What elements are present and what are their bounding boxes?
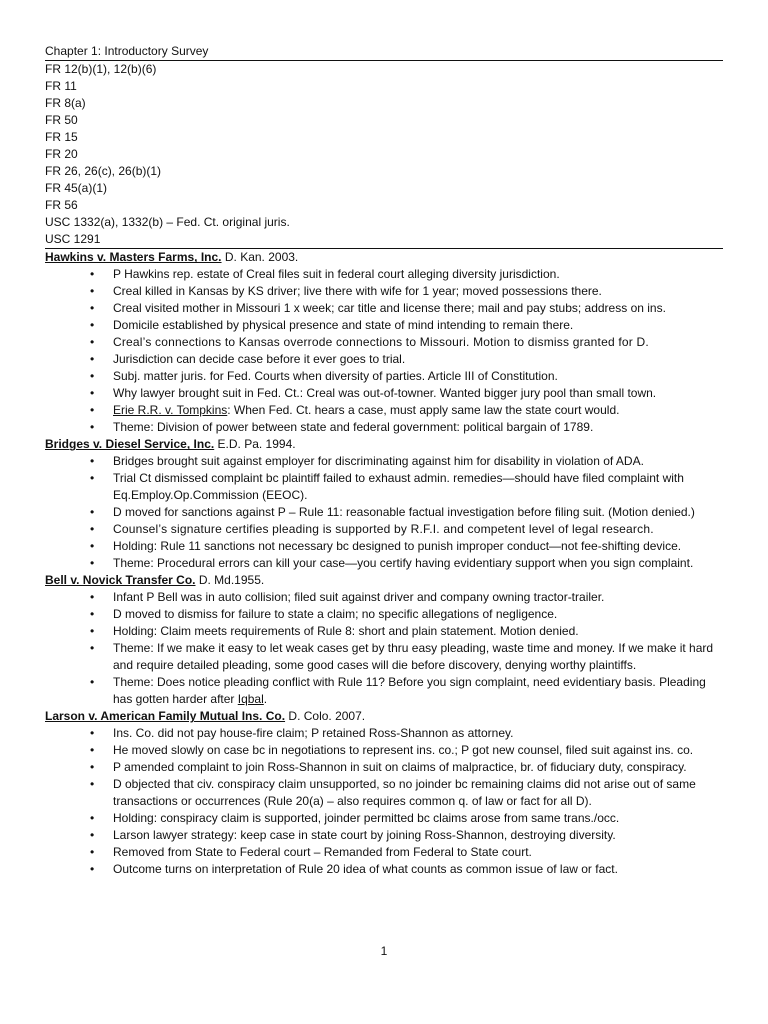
rule-item: FR 56: [45, 197, 78, 212]
bullet-item-erie: • Erie R.R. v. Tompkins: When Fed. Ct. hears a case, must apply same law the state court would.: [45, 402, 723, 419]
bullet-item: • D moved to dismiss for failure to state a claim; no specific allegations of negligence.: [45, 606, 723, 623]
case-name: Hawkins v. Masters Farms, Inc.: [45, 250, 222, 265]
bullet-item: • Creal visited mother in Missouri 1 x week; car title and license there; mail and pay stubs; address on ins.: [45, 300, 723, 317]
case-name: Larson v. American Family Mutual Ins. Co.: [45, 709, 286, 724]
case-bullets: [45, 266, 723, 436]
bullet-item: • D objected that civ. conspiracy claim unsupported, so no joinder bc remaining claims did not arise out of same transactions or occurrences (Rule 20(a) – also requires common q. of law or fact for all D).: [45, 776, 723, 810]
bullet-item: • D moved for sanctions against P – Rule 11: reasonable factual investigation before filing suit. (Motion denied.): [45, 504, 723, 521]
bullet-item: • P amended complaint to join Ross-Shannon in suit on claims of malpractice, br. of fiduciary duty, conspiracy.: [45, 759, 723, 776]
bullet-item: • Counsel’s signature certifies pleading is supported by R.F.I. and competent level of legal research.: [45, 521, 723, 538]
bullet-item: • Removed from State to Federal court – Remanded from Federal to State court.: [45, 844, 723, 861]
rule-item: USC 1291: [45, 231, 101, 246]
page-number: 1: [380, 944, 388, 958]
case-bullets: [45, 453, 723, 572]
bullet-item: • Theme: Does notice pleading conflict with Rule 11? Before you sign complaint, need evidentiary basis. Pleading has gotten harder after Iqbal.: [45, 674, 723, 708]
bullet-item: • Theme: Procedural errors can kill your case—you certify having evidentiary support when you sign complaint.: [45, 555, 723, 572]
bullet-item: • Theme: Division of power between state and federal government: political bargain of 1789.: [45, 419, 723, 436]
rule-item: FR 15: [45, 129, 78, 144]
bullet-item: • Domicile established by physical presence and state of mind intending to remain there.: [45, 317, 723, 334]
case-citation: E.D. Pa. 1994.: [214, 437, 296, 452]
case-heading: [45, 708, 723, 725]
rules-list: [45, 61, 723, 247]
case-name: Bell v. Novick Transfer Co.: [45, 573, 196, 588]
bullet-item: • Jurisdiction can decide case before it ever goes to trial.: [45, 351, 723, 368]
case-citation: D. Colo. 2007.: [285, 709, 366, 724]
case-reference: Erie R.R. v. Tompkins: [113, 403, 228, 418]
rule-item: USC 1332(a), 1332(b) – Fed. Ct. original juris.: [45, 214, 290, 229]
document-page: [45, 43, 723, 878]
case-reference: Iqbal: [237, 692, 264, 707]
rule-item: FR 12(b)(1), 12(b)(6): [45, 62, 157, 76]
case-heading: [45, 249, 723, 266]
bullet-item: • Outcome turns on interpretation of Rule 20 idea of what counts as common issue of law or fact.: [45, 861, 723, 878]
rule-item: FR 45(a)(1): [45, 180, 108, 195]
bullet-item: • He moved slowly on case bc in negotiations to represent ins. co.; P got new counsel, filed suit against ins. co.: [45, 742, 723, 759]
bullet-item: • Bridges brought suit against employer for discriminating against him for disability in violation of ADA.: [45, 453, 723, 470]
bullet-item: • Holding: Rule 11 sanctions not necessary bc designed to punish improper conduct—not fee-shifting device.: [45, 538, 723, 555]
case-bell: [45, 572, 723, 708]
bullet-item: • Holding: conspiracy claim is supported, joinder permitted bc claims arose from same trans./occ.: [45, 810, 723, 827]
bullet-item: • Subj. matter juris. for Fed. Courts when diversity of parties. Article III of Constitution.: [45, 368, 723, 385]
case-bridges: [45, 436, 723, 572]
chapter-title: Chapter 1: Introductory Survey: [45, 44, 209, 58]
case-citation: D. Kan. 2003.: [221, 250, 299, 265]
bullet-item: • Holding: Claim meets requirements of Rule 8: short and plain statement. Motion denied.: [45, 623, 723, 640]
case-larson: [45, 708, 723, 878]
case-heading: [45, 436, 723, 453]
bullet-item: • P Hawkins rep. estate of Creal files suit in federal court alleging diversity jurisdiction.: [45, 266, 723, 283]
rule-item: FR 26, 26(c), 26(b)(1): [45, 163, 162, 178]
case-name: Bridges v. Diesel Service, Inc.: [45, 437, 215, 452]
rule-item: FR 8(a): [45, 95, 86, 110]
bullet-item: • Theme: If we make it easy to let weak cases get by thru easy pleading, waste time and money. If we make it hard and require detailed pleading, some good cases will die before discovery, denying worthy plaintiffs.: [45, 640, 723, 674]
case-heading: [45, 572, 723, 589]
bullet-item: • Trial Ct dismissed complaint bc plaintiff failed to exhaust admin. remedies—should have filed complaint with Eq.Employ.Op.Commission (EEOC).: [45, 470, 723, 504]
bullet-item: • Infant P Bell was in auto collision; filed suit against driver and company owning tractor-trailer.: [45, 589, 723, 606]
case-citation: D. Md.1955.: [195, 573, 265, 588]
rule-item: FR 50: [45, 112, 78, 127]
case-bullets: [45, 589, 723, 708]
case-hawkins: [45, 249, 723, 436]
bullet-item: • Creal’s connections to Kansas overrode connections to Missouri. Motion to dismiss granted for D.: [45, 334, 723, 351]
bullet-item: • Creal killed in Kansas by KS driver; live there with wife for 1 year; moved possessions there.: [45, 283, 723, 300]
bullet-item: • Why lawyer brought suit in Fed. Ct.: Creal was out-of-towner. Wanted bigger jury pool than small town.: [45, 385, 723, 402]
bullet-item: • Ins. Co. did not pay house-fire claim; P retained Ross-Shannon as attorney.: [45, 725, 723, 742]
bullet-item: • Larson lawyer strategy: keep case in state court by joining Ross-Shannon, destroying diversity.: [45, 827, 723, 844]
rule-item: FR 11: [45, 78, 77, 93]
rule-item: FR 20: [45, 146, 78, 161]
case-bullets: [45, 725, 723, 878]
